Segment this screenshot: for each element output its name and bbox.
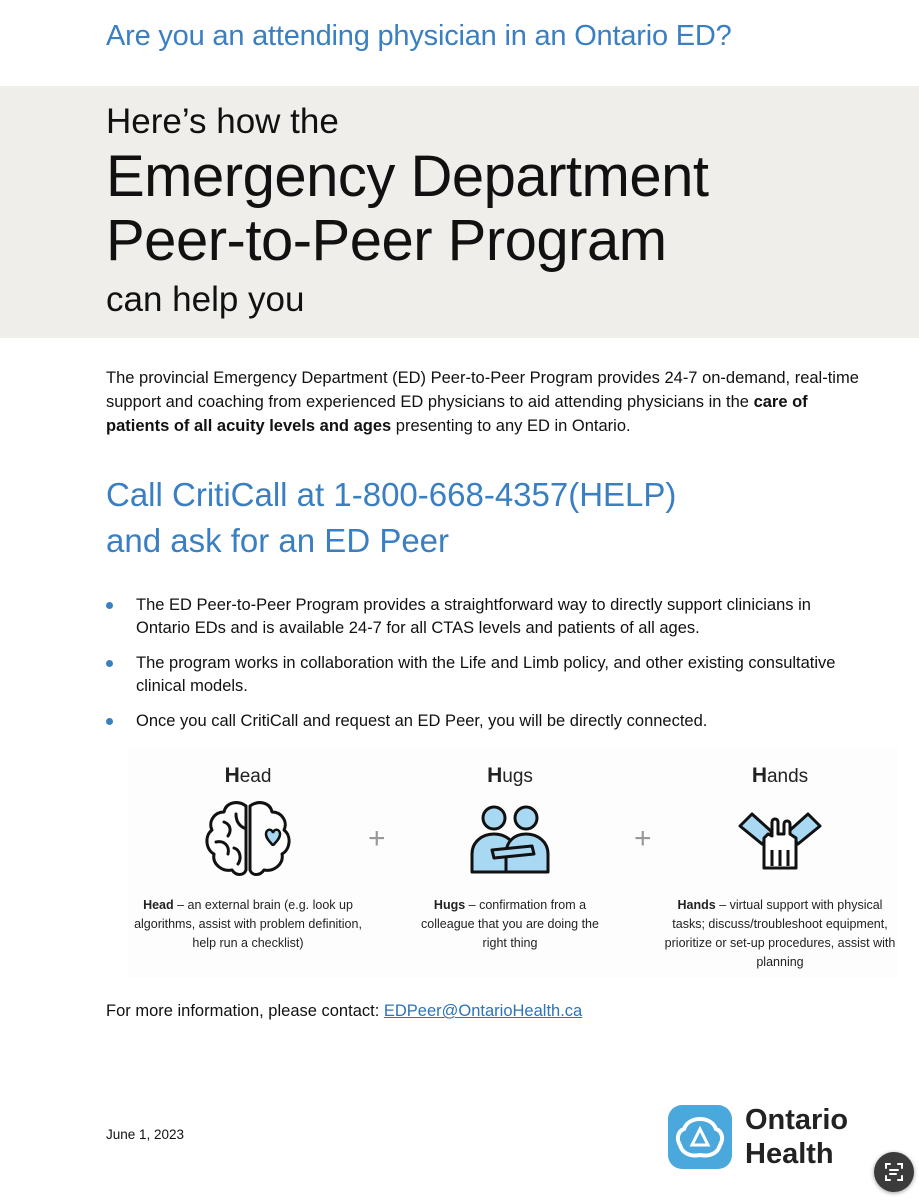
pillar-hugs	[390, 748, 630, 950]
plus-icon: +	[368, 822, 386, 855]
cta-line-2: and ask for an ED Peer	[106, 522, 450, 559]
publish-date: June 1, 2023	[106, 1127, 185, 1142]
hero-line-3: Peer-to-Peer Program	[106, 208, 667, 273]
scan-text-button[interactable]	[874, 1152, 914, 1192]
cta-line-1: Call CritiCall at 1-800-668-4357(HELP)	[106, 476, 677, 513]
contact-email-link[interactable]: EDPeer@OntarioHealth.ca	[383, 1002, 583, 1020]
pillar-hugs-title: Hugs	[487, 764, 533, 787]
hugging-people-icon	[462, 798, 558, 878]
bullet-dot-icon	[106, 718, 113, 725]
header-question: Are you an attending physician in an Ontario ED?	[106, 20, 732, 52]
pillar-head-desc: Head – an external brain (e.g. look up algorithms, assist with problem definition, help run a checklist)	[134, 898, 362, 950]
bullet-item: The ED Peer-to-Peer Program provides a straightforward way to directly support clinicians in Ontario EDs and is available 24-7 for all CTAS levels and patients of all ages.	[106, 594, 866, 640]
pillar-hugs-desc: Hugs – confirmation from a colleague that you are doing the right thing	[421, 898, 599, 950]
plus-icon: +	[634, 822, 652, 855]
bullet-dot-icon	[106, 602, 113, 609]
brain-heart-icon	[200, 798, 296, 878]
head-hugs-hands-graphic	[128, 748, 898, 978]
logo-wordmark: Ontario Health	[745, 1104, 849, 1170]
bullet-dot-icon	[106, 660, 113, 667]
call-to-action	[106, 472, 676, 564]
intro-text-1: The provincial Emergency Department (ED) Peer-to-Peer Program provides 24-7 on-demand, real-time support and coaching from experienced ED physicians to aid attending physicians in the	[106, 369, 859, 411]
ontario-health-logo	[668, 1103, 878, 1173]
bullet-list	[106, 594, 866, 745]
pillar-hands-title: Hands	[751, 764, 809, 787]
contact-label: For more information, please contact:	[106, 1002, 384, 1020]
hero-line-4: can help you	[106, 280, 305, 319]
intro-bold-text: care of patients of all acuity levels and ages	[106, 393, 808, 435]
bullet-item: The program works in collaboration with the Life and Limb policy, and other existing consultative clinical models.	[106, 652, 866, 698]
pillar-head-title: Head	[224, 764, 272, 787]
ontario-trillium-icon	[668, 1105, 732, 1169]
pillar-head	[128, 748, 368, 950]
intro-text-2: presenting to any ED in Ontario.	[391, 417, 631, 435]
intro-paragraph	[106, 366, 866, 438]
hero-line-2: Emergency Department	[106, 144, 709, 209]
joined-hands-icon	[732, 798, 828, 878]
contact-line	[106, 1002, 582, 1021]
pillar-hands-desc: Hands – virtual support with physical tasks; discuss/troubleshoot equipment, prioritize or set-up procedures, assist with planning	[664, 898, 896, 969]
bullet-item: Once you call CritiCall and request an ED Peer, you will be directly connected.	[106, 710, 866, 733]
hero-line-1: Here’s how the	[106, 102, 339, 141]
scan-text-icon	[874, 1152, 914, 1192]
pillar-hands	[660, 748, 900, 969]
hero-banner	[0, 86, 919, 338]
